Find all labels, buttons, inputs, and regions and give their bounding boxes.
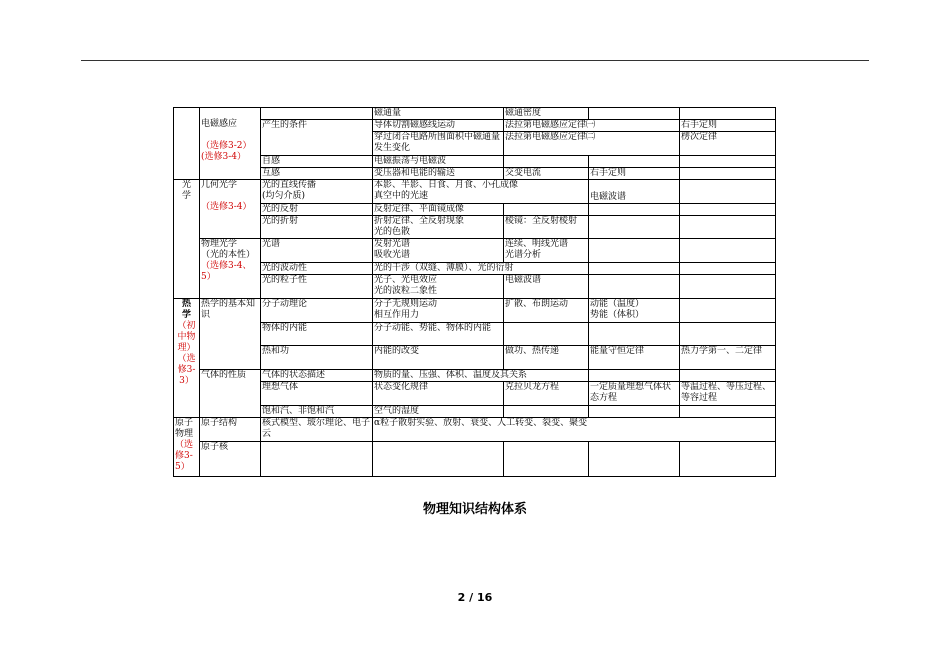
table-cell: 法拉第电磁感应定律㈡ (504, 132, 680, 156)
table-cell (373, 180, 589, 204)
table-cell: 电磁波谱 (504, 275, 589, 299)
table-cell (373, 275, 504, 299)
table-cell: 等温过程、等压过程、等容过程 (680, 382, 776, 406)
table-cell: 自感 (261, 156, 373, 168)
cell-line: 本影、半影、日食、月食、小孔成像 (374, 180, 519, 190)
table-row (174, 406, 776, 418)
table-cell: 克拉贝龙方程 (504, 382, 589, 406)
geo-optics-elective: （选修3-4） (201, 202, 252, 212)
table-cell (373, 216, 504, 239)
table-cell: 导体切割磁感线运动 (373, 120, 504, 132)
cell-line: 吸收光谱 (374, 250, 411, 260)
optics-main-cell (174, 180, 200, 299)
thermo-basic-cell (200, 299, 261, 370)
table-row (174, 180, 776, 204)
table-cell: 光的波动性 (261, 263, 373, 275)
table-cell: 光的折射 (261, 216, 373, 239)
table-row (174, 442, 776, 477)
table-cell: 空气的湿度 (373, 406, 504, 418)
table-caption: 物理知识结构体系 (422, 502, 527, 517)
gas-properties: 气体的性质 (201, 370, 247, 380)
table-cell: 一定质量理想气体状态方程 (589, 382, 680, 406)
table-cell: 热力学第一、二定律 (680, 346, 776, 370)
table-cell: 能量守恒定律 (589, 346, 680, 370)
cell-line: (均匀介质) (262, 191, 306, 201)
cell-line: 分子无规则运动 (374, 299, 438, 309)
table-cell: 扩散、布朗运动 (504, 299, 589, 323)
table-cell (373, 239, 504, 263)
table-cell (373, 299, 504, 323)
cell-line: 光的色散 (374, 227, 411, 237)
thermo-main-cell (174, 299, 200, 418)
table-row (174, 216, 776, 239)
table-row (174, 156, 776, 168)
table-cell: 电磁振荡与电磁波 (373, 156, 504, 168)
atomic-elective: （选修3-5） (175, 440, 194, 472)
table-cell: 产生的条件 (261, 120, 373, 156)
gas-cell (200, 370, 261, 418)
table-cell: 物质的量、压强、体积、温度及其关系 (373, 370, 589, 382)
thermo-elective-2: （选修3-3） (177, 354, 196, 386)
page-separator: / (469, 591, 474, 604)
table-cell: 内能的改变 (373, 346, 504, 370)
table-cell: 原子结构 (200, 418, 261, 442)
phy-optics-detail: （光的本性） (201, 250, 256, 260)
cell-line: 连续、明线光谱 (505, 239, 569, 249)
cell-line: 相互作用力 (374, 310, 420, 320)
cell-line: 光子、光电效应 (374, 275, 438, 285)
table-cell (589, 299, 680, 323)
table-cell: 交变电流 (504, 168, 589, 180)
atomic-main-cell (174, 418, 200, 477)
table-row (174, 382, 776, 406)
table-cell: 楞次定律 (680, 132, 776, 156)
table-cell: 光的粒子性 (261, 275, 373, 299)
table-cell (589, 180, 680, 204)
table-cell: 磁通密度 (504, 108, 589, 120)
cell-line: 折射定律、全反射现象 (374, 216, 465, 226)
table-cell: 棱镜：全反射棱射 (504, 216, 589, 239)
table-row (174, 275, 776, 299)
table-cell: 互感 (261, 168, 373, 180)
table-row (174, 346, 776, 370)
table-cell (261, 180, 373, 204)
cell-line: 光的波粒二象性 (374, 286, 438, 296)
cell-line: 光的直线传播 (262, 180, 317, 190)
table-cell: 法拉第电磁感应定律㈠ (504, 120, 680, 132)
table-cell: 分子动理论 (261, 299, 373, 323)
geo-optics-name: 几何光学 (201, 180, 238, 190)
em-elective-34: (选修3-4） (201, 152, 247, 162)
em-name: 电磁感应 (201, 119, 238, 129)
table-cell: 气体的状态描述 (261, 370, 373, 382)
table-cell: 光谱 (261, 239, 373, 263)
page-total: 16 (477, 591, 493, 604)
thermo-elective-1: （初中物理） (177, 321, 196, 353)
table-cell: 热和功 (261, 346, 373, 370)
phy-optics-elective: （选修3-4、5） (201, 261, 252, 282)
table-cell: 光的干涉（双缝、薄膜）、光的衍射 (373, 263, 589, 275)
em-elective-32: （选修3-2） (201, 141, 252, 151)
table-cell: 穿过闭合电路所围面积中磁通量发生变化 (373, 132, 504, 156)
table-cell: 状态变化规律 (373, 382, 504, 406)
cell-line: 真空中的光速 (374, 191, 429, 201)
knowledge-structure-table (173, 107, 776, 477)
table-row (174, 239, 776, 263)
table-row (174, 120, 776, 132)
table-row (174, 263, 776, 275)
table-cell: α粒子散射实验、放射、衰变、人工转变、裂变、聚变 (373, 418, 776, 442)
atomic-label: 原子物理 (175, 418, 194, 439)
phy-optics-name: 物理光学 (201, 239, 238, 249)
table-row (174, 108, 776, 120)
table-row (174, 168, 776, 180)
table-cell: 饱和汽、非饱和汽 (261, 406, 373, 418)
table-cell: 核式模型、玻尔理论、电子云 (261, 418, 373, 442)
table-cell: 右手定则 (589, 168, 680, 180)
header-rule (81, 60, 869, 61)
cell-line: 光谱分析 (505, 250, 542, 260)
cell-line: 势能（体积） (590, 310, 645, 320)
table-cell: 分子动能、势能、物体的内能 (373, 323, 504, 346)
table-row (174, 418, 776, 442)
page-number (0, 591, 950, 604)
table-row (174, 370, 776, 382)
table-row (174, 323, 776, 346)
cell-line: 动能（温度） (590, 299, 645, 309)
table-row (174, 204, 776, 216)
thermo-basic: 热学的基本知识 (201, 299, 256, 320)
cell-line: 电磁波谱 (590, 192, 627, 202)
table-cell: 变压器和电能的输送 (373, 168, 504, 180)
table-cell: 物体的内能 (261, 323, 373, 346)
table-cell: 做功、热传递 (504, 346, 589, 370)
page-current: 2 (457, 591, 466, 604)
table-cell: 磁通量 (373, 108, 504, 120)
table-cell: 反射定律、平面镜成像 (373, 204, 504, 216)
table-cell: 右手定则 (680, 120, 776, 132)
cell-line: 发射光谱 (374, 239, 411, 249)
phy-optics-cell (200, 239, 261, 299)
table-cell: 理想气体 (261, 382, 373, 406)
geo-optics-cell (200, 180, 261, 239)
table-cell (504, 239, 589, 263)
table-row (174, 299, 776, 323)
thermo-label: 热学 (181, 299, 191, 320)
table-cell: 原子核 (200, 442, 261, 477)
em-category-cell (200, 108, 261, 180)
optics-label: 光学 (181, 180, 191, 201)
table-cell: 光的反射 (261, 204, 373, 216)
